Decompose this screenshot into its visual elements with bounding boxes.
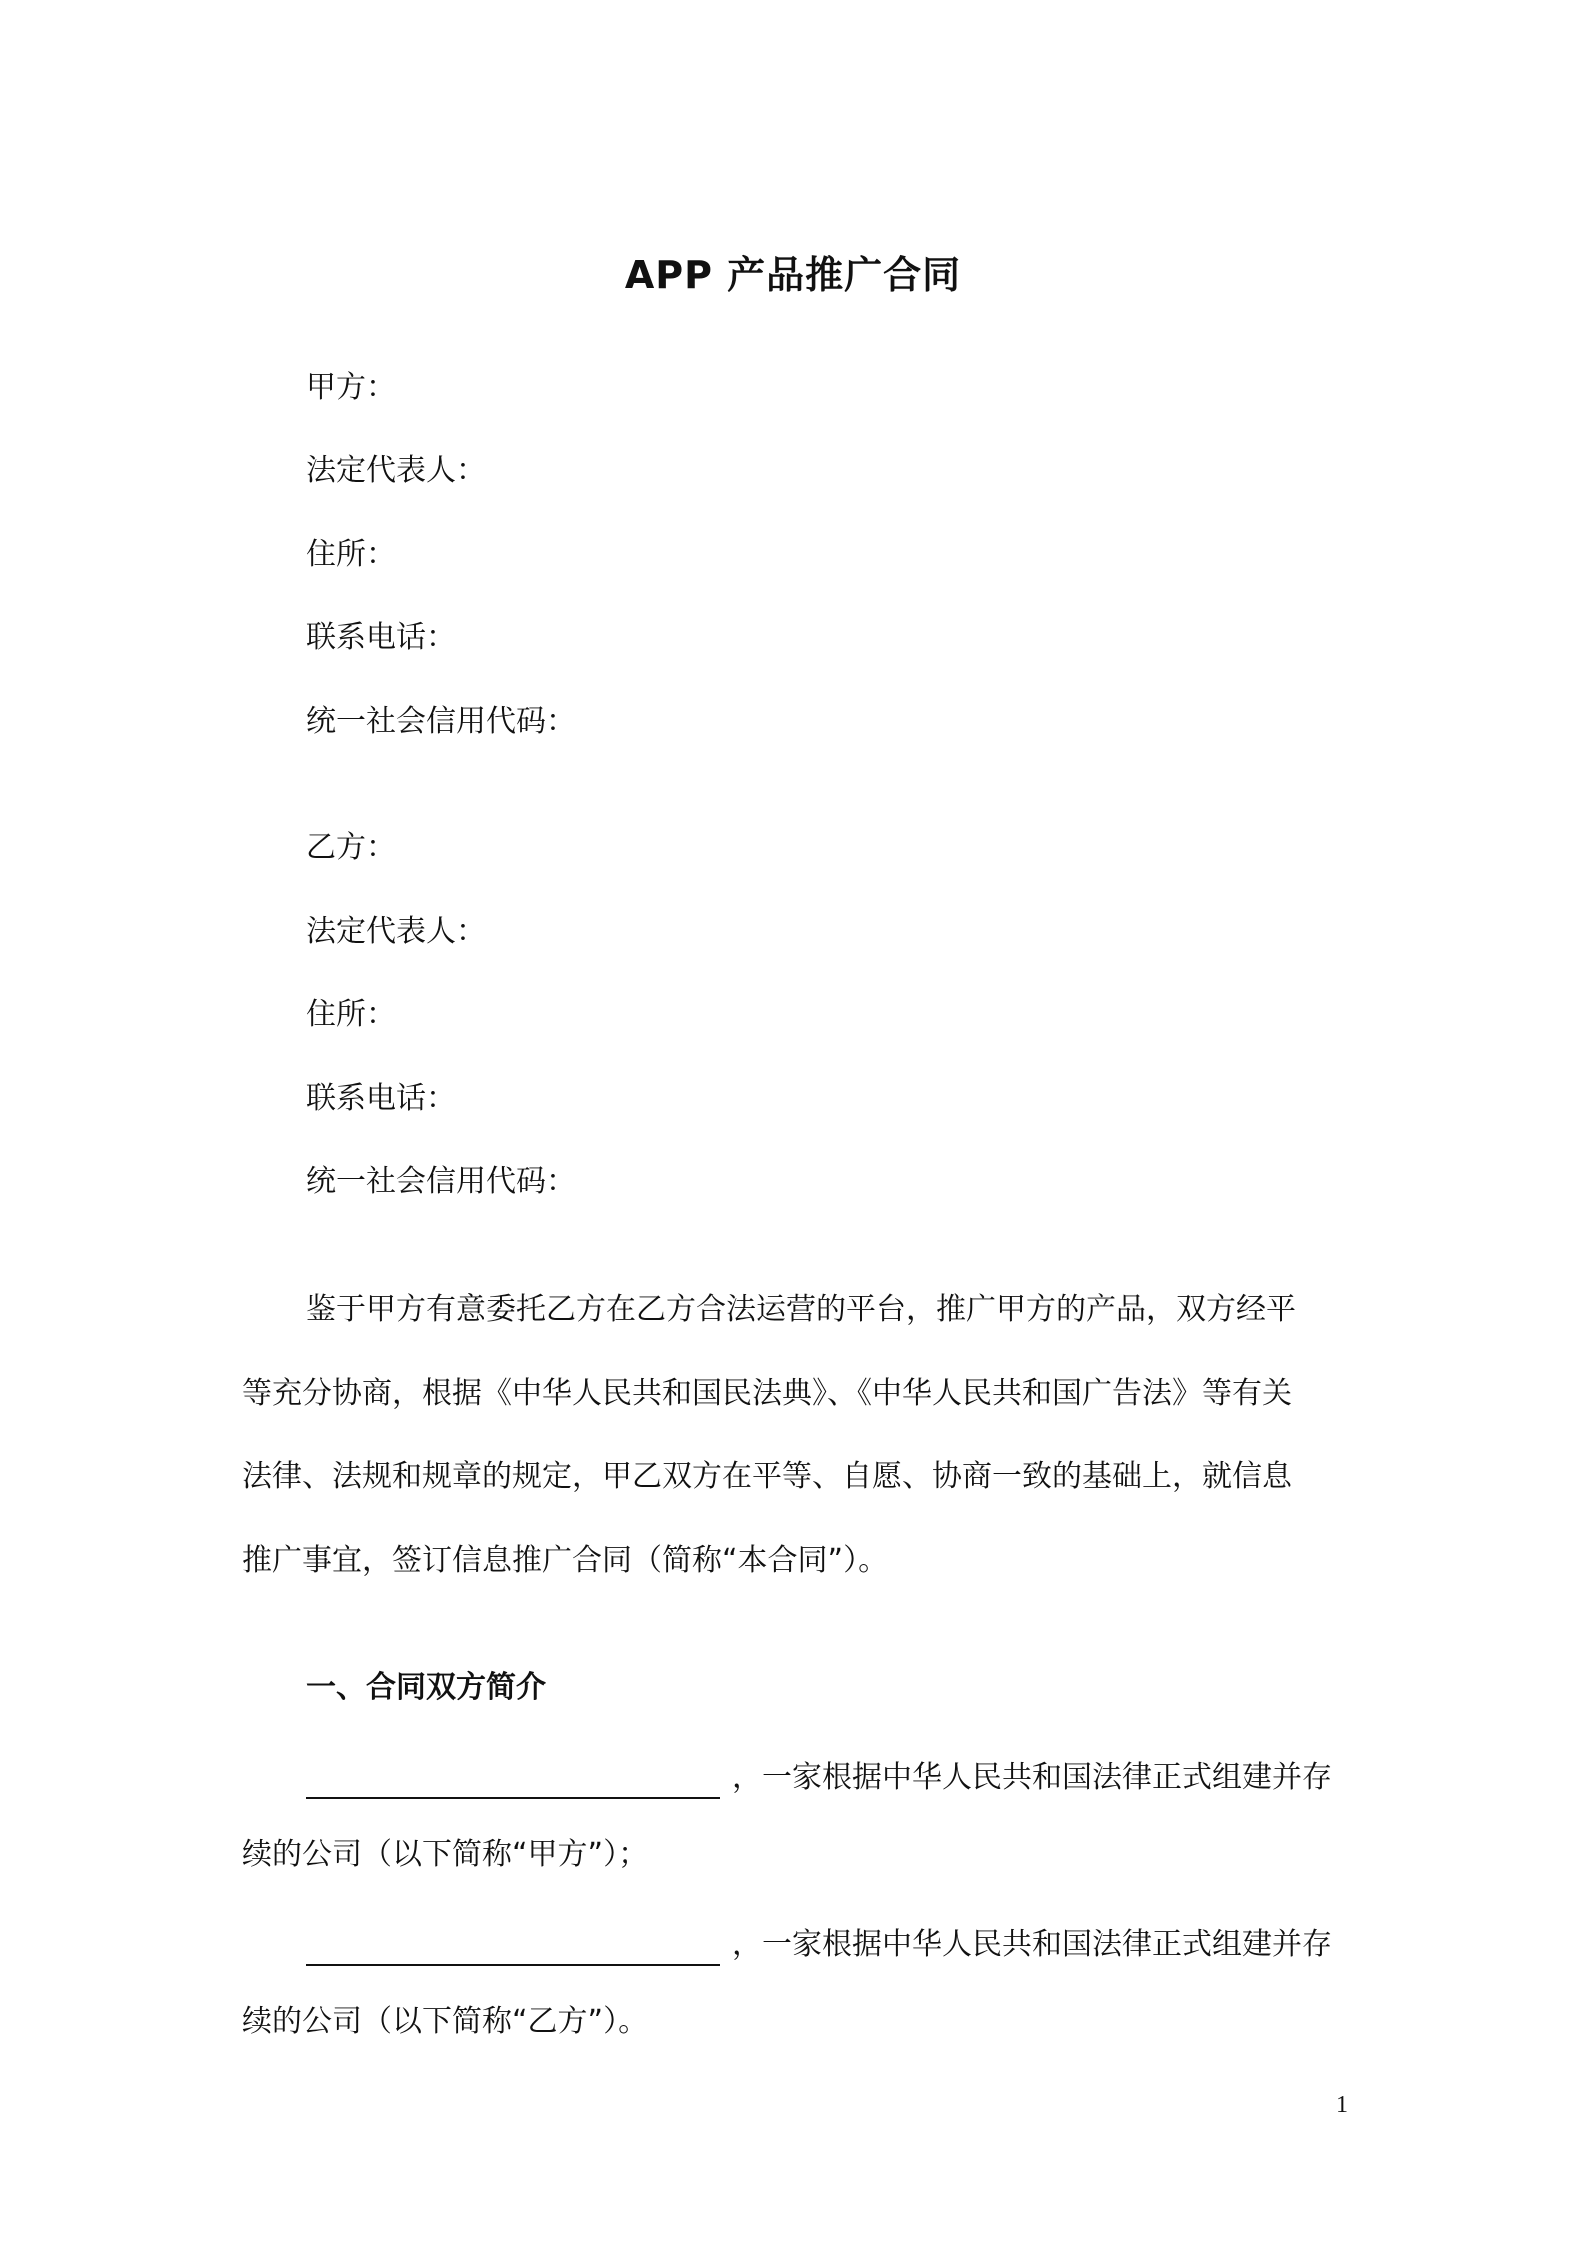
party-b-address-label: 住所： (306, 997, 396, 1032)
party-b-intro-line: 续的公司（以下简称“乙方”）。 (242, 2004, 649, 2039)
party-b-name-blank (306, 1964, 720, 1966)
party-a-name-blank (306, 1797, 720, 1799)
preamble-line: 推广事宜，签订信息推广合同（简称“本合同”）。 (242, 1543, 889, 1578)
document-title: APP 产品推广合同 (624, 253, 962, 297)
page-number: 1 (1336, 2092, 1348, 2118)
party-a-address-label: 住所： (306, 537, 396, 572)
party-b-credit-code-label: 统一社会信用代码： (306, 1164, 576, 1199)
party-a-credit-code-label: 统一社会信用代码： (306, 704, 576, 739)
preamble-line: 鉴于甲方有意委托乙方在乙方合法运营的平台，推广甲方的产品，双方经平 (306, 1292, 1296, 1327)
party-b-phone-label: 联系电话： (306, 1081, 456, 1116)
party-b-representative-label: 法定代表人： (306, 914, 486, 949)
party-a-intro-line: 续的公司（以下简称“甲方”）； (242, 1837, 649, 1872)
party-a-phone-label: 联系电话： (306, 620, 456, 655)
party-b-intro-line: ，一家根据中华人民共和国法律正式组建并存 (732, 1927, 1332, 1962)
party-a-representative-label: 法定代表人： (306, 453, 486, 488)
party-a-name-label: 甲方： (306, 370, 396, 405)
section-1-heading: 一、合同双方简介 (306, 1670, 546, 1705)
preamble-line: 法律、法规和规章的规定，甲乙双方在平等、自愿、协商一致的基础上，就信息 (242, 1459, 1292, 1494)
party-a-intro-line: ，一家根据中华人民共和国法律正式组建并存 (732, 1760, 1332, 1795)
preamble-line: 等充分协商，根据《中华人民共和国民法典》、《中华人民共和国广告法》等有关 (242, 1376, 1292, 1411)
party-b-name-label: 乙方： (306, 830, 396, 865)
